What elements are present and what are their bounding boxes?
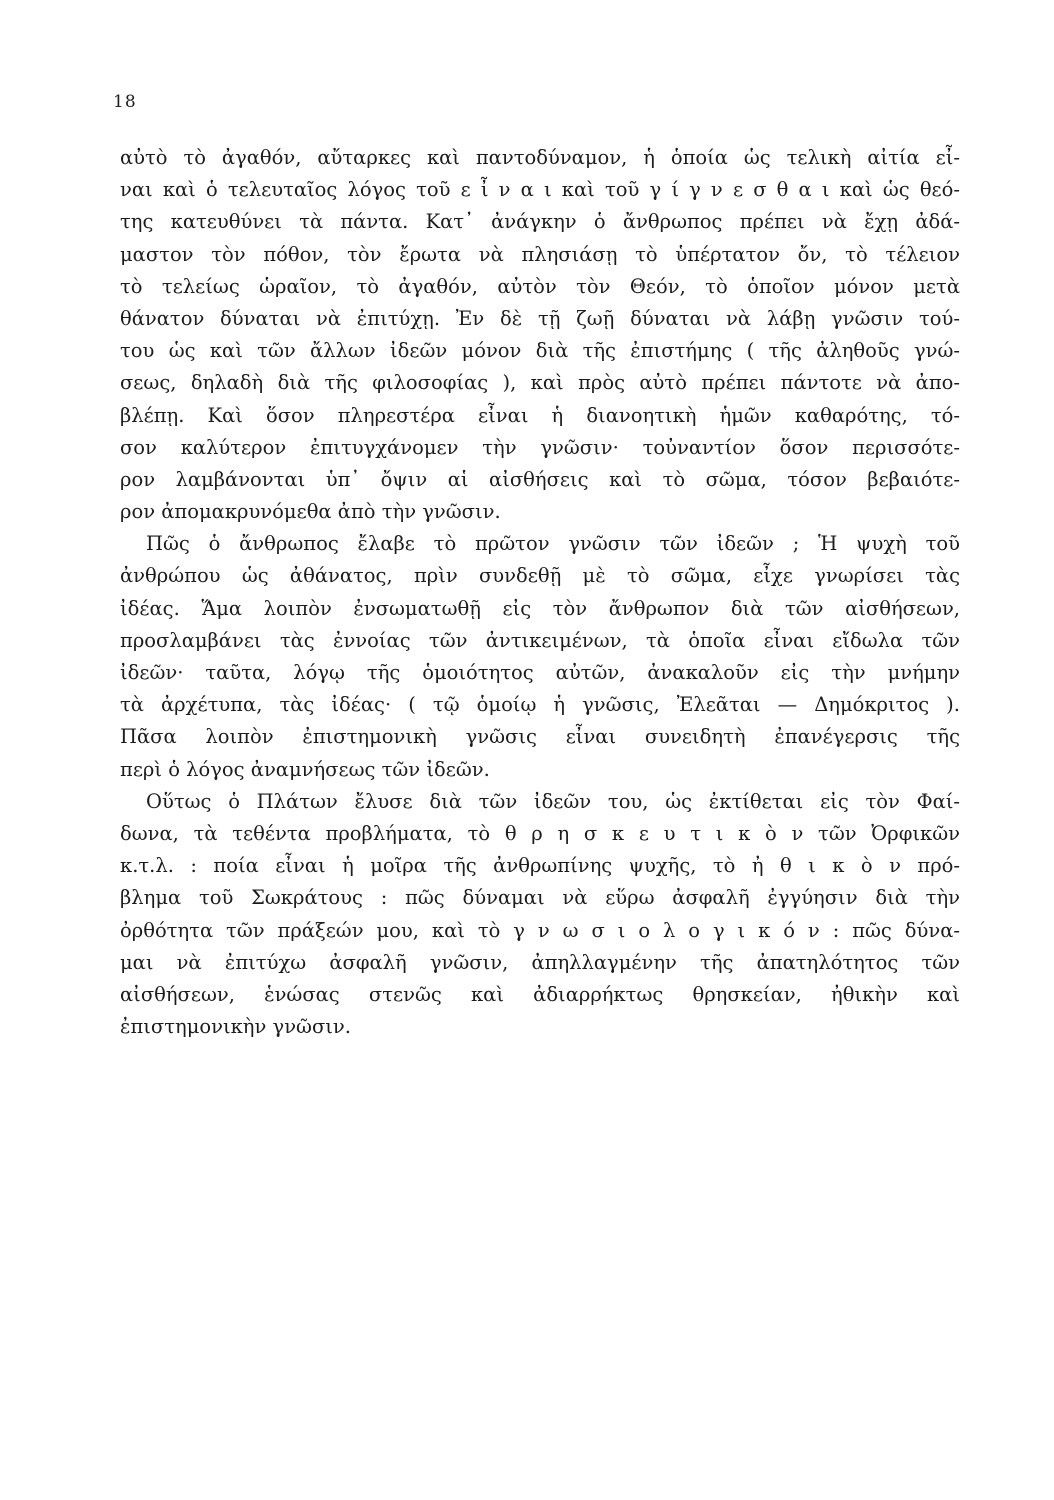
text-line: τὸ τελείως ὡραῖον, τὸ ἀγαθόν, αὐτὸν τὸν Θεόν, τὸ ὁποῖον μόνον μετὰ [120, 274, 960, 298]
text-line: μαι νὰ ἐπιτύχω ἀσφαλῆ γνῶσιν, ἀπηλλαγμένην τῆς ἀπατηλότητος τῶν [120, 950, 960, 974]
text-line: τὰ ἀρχέτυπα, τὰς ἰδέας· ( τῷ ὁμοίῳ ἡ γνῶσις, Ἐλεᾶται — Δημόκριτος ). [120, 693, 960, 717]
page-number: 18 [113, 92, 137, 112]
text-line: δωνα, τὰ τεθέντα προβλήματα, τὸ θ ρ η σ κ ε υ τ ι κ ὸ ν τῶν Ὀρφικῶν [120, 821, 960, 845]
text-line: κ.τ.λ. : ποία εἶναι ἡ μοῖρα τῆς ἀνθρωπίνης ψυχῆς, τὸ ἠ θ ι κ ὸ ν πρό- [120, 854, 960, 878]
text-line: Πῶς ὁ ἄνθρωπος ἔλαβε τὸ πρῶτον γνῶσιν τῶν ἰδεῶν ; Ἡ ψυχὴ τοῦ [146, 532, 960, 556]
text-line: αἰσθήσεων, ἑνώσας στενῶς καὶ ἀδιαρρήκτως θρησκείαν, ἠθικὴν καὶ [120, 982, 960, 1006]
text-line: ἰδέας. Ἅμα λοιπὸν ἐνσωματωθῇ εἰς τὸν ἄνθρωπον διὰ τῶν αἰσθήσεων, [120, 596, 960, 620]
text-line: του ὡς καὶ τῶν ἄλλων ἰδεῶν μόνον διὰ τῆς ἐπιστήμης ( τῆς ἀληθοῦς γνώ- [120, 339, 960, 363]
text-line: της κατευθύνει τὰ πάντα. Κατ᾿ ἀνάγκην ὁ ἄνθρωπος πρέπει νὰ ἔχῃ ἀδά- [120, 210, 960, 234]
text-line: σον καλύτερον ἐπιτυγχάνομεν τὴν γνῶσιν· τοὐναντίον ὅσον περισσότε- [120, 435, 960, 459]
text-line: μαστον τὸν πόθον, τὸν ἔρωτα νὰ πλησιάσῃ τὸ ὑπέρτατον ὄν, τὸ τέλειον [120, 242, 960, 266]
body-text [120, 142, 960, 1043]
text-line: βλέπῃ. Καὶ ὅσον πληρεστέρα εἶναι ἡ διανοητικὴ ἡμῶν καθαρότης, τό- [120, 403, 960, 427]
text-line: ρον ἀπομακρυνόμεθα ἀπὸ τὴν γνῶσιν. [120, 500, 501, 524]
text-line: ἐπιστημονικὴν γνῶσιν. [120, 1015, 351, 1039]
text-line: ναι καὶ ὁ τελευταῖος λόγος τοῦ ε ἶ ν α ι καὶ τοῦ γ ί γ ν ε σ θ α ι καὶ ὡς θεό- [120, 178, 960, 202]
text-line: ὀρθότητα τῶν πράξεών μου, καὶ τὸ γ ν ω σ ι ο λ ο γ ι κ ό ν : πῶς δύνα- [120, 918, 960, 942]
text-line: αὐτὸ τὸ ἀγαθόν, αὔταρκες καὶ παντοδύναμον, ἡ ὁποία ὡς τελικὴ αἰτία εἶ- [120, 146, 960, 169]
text-line: Οὕτως ὁ Πλάτων ἔλυσε διὰ τῶν ἰδεῶν του, ὡς ἐκτίθεται εἰς τὸν Φαί- [146, 789, 960, 813]
text-line: προσλαμβάνει τὰς ἐννοίας τῶν ἀντικειμένων, τὰ ὁποῖα εἶναι εἴδωλα τῶν [120, 628, 960, 652]
text-line: περὶ ὁ λόγος ἀναμνήσεως τῶν ἰδεῶν. [120, 757, 490, 781]
text-line: θάνατον δύναται νὰ ἐπιτύχῃ. Ἐν δὲ τῇ ζωῇ δύναται νὰ λάβῃ γνῶσιν τού- [120, 306, 960, 330]
text-line: σεως, δηλαδὴ διὰ τῆς φιλοσοφίας ), καὶ πρὸς αὐτὸ πρέπει πάντοτε νὰ ἀπο- [120, 371, 960, 395]
text-line: βλημα τοῦ Σωκράτους : πῶς δύναμαι νὰ εὕρω ἀσφαλῆ ἐγγύησιν διὰ τὴν [120, 886, 960, 910]
text-line: Πᾶσα λοιπὸν ἐπιστημονικὴ γνῶσις εἶναι συνειδητὴ ἐπανέγερσις τῆς [120, 725, 960, 749]
text-line: ρον λαμβάνονται ὑπ᾿ ὄψιν αἱ αἰσθήσεις καὶ τὸ σῶμα, τόσον βεβαιότε- [120, 467, 960, 491]
text-line: ἰδεῶν· ταῦτα, λόγῳ τῆς ὁμοιότητος αὐτῶν, ἀνακαλοῦν εἰς τὴν μνήμην [120, 661, 960, 684]
text-line: ἀνθρώπου ὡς ἀθάνατος, πρὶν συνδεθῇ μὲ τὸ σῶμα, εἶχε γνωρίσει τὰς [120, 564, 960, 588]
